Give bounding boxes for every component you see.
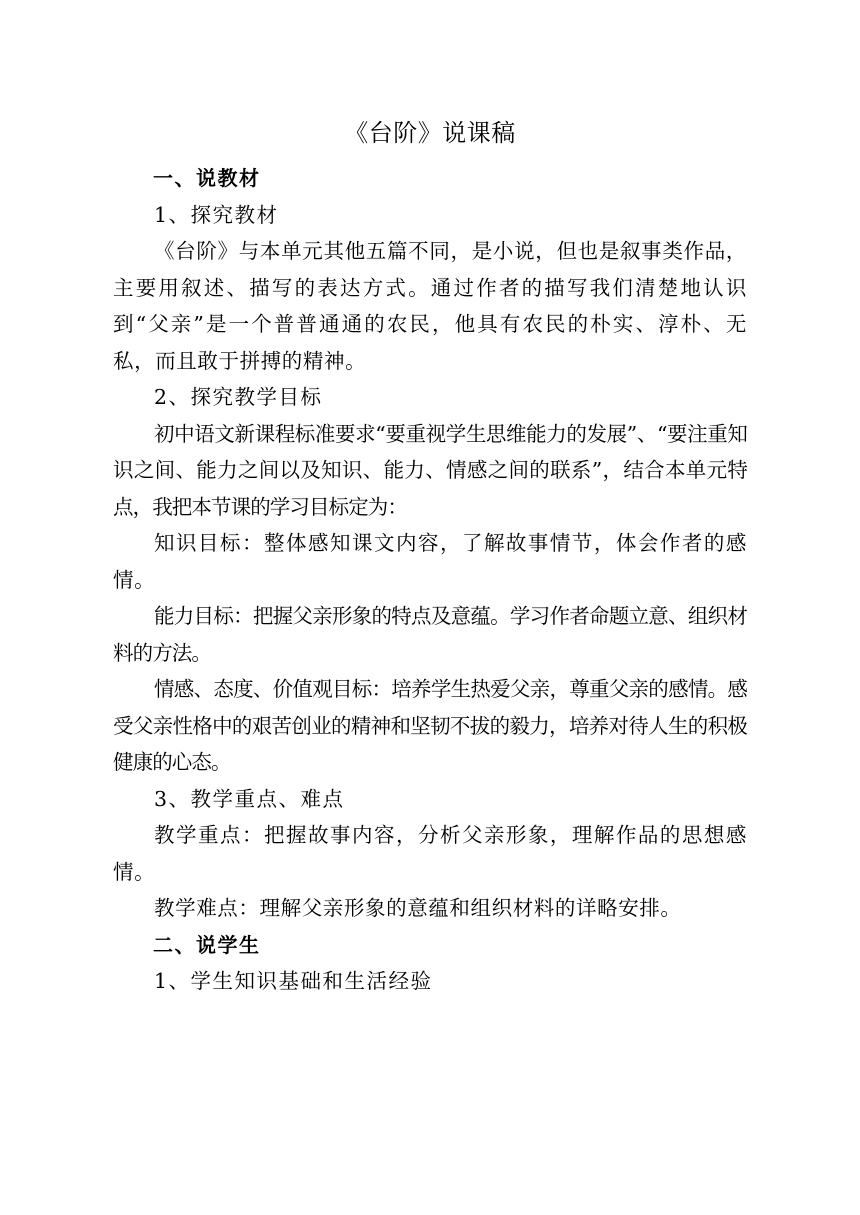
paragraph-knowledge-goal: 知识目标：整体感知课文内容，了解故事情节，体会作者的感情。 bbox=[113, 531, 747, 592]
subheading-teaching-goals: 2、探究教学目标 bbox=[154, 385, 323, 409]
subheading-explore-textbook: 1、探究教材 bbox=[154, 202, 279, 227]
subheading-student-background: 1、学生知识基础和生活经验 bbox=[154, 969, 433, 993]
section-heading-textbook: 一、说教材 bbox=[153, 166, 261, 190]
document-body bbox=[113, 160, 747, 1000]
paragraph-textbook-intro: 《台阶》与本单元其他五篇不同，是小说，但也是叙事类作品，主要用叙述、描写的表达方式。通过作者的描写我们清楚地认识到“父亲”是一个普普通通的农民，他具有农民的朴实、淳朴、无私，而且敢于拼搏的精神。 bbox=[113, 239, 747, 373]
paragraph-curriculum-standard: 初中语文新课程标准要求“要重视学生思维能力的发展”、“要注重知识之间、能力之间以及知识、能力、情感之间的联系”，结合本单元特点，我把本节课的学习目标定为： bbox=[113, 421, 747, 519]
paragraph-ability-goal: 能力目标：把握父亲形象的特点及意蕴。学习作者命题立意、组织材料的方法。 bbox=[113, 604, 747, 665]
paragraph-emotion-goal: 情感、态度、价值观目标：培养学生热爱父亲，尊重父亲的感情。感受父亲性格中的艰苦创业的精神和坚韧不拔的毅力，培养对待人生的积极健康的心态。 bbox=[113, 677, 747, 774]
paragraph-teaching-difficulty: 教学难点：理解父亲形象的意蕴和组织材料的详略安排。 bbox=[154, 896, 682, 920]
paragraph-teaching-focus: 教学重点：把握故事内容，分析父亲形象，理解作品的思想感情。 bbox=[113, 823, 747, 884]
document-title: 《台阶》说课稿 bbox=[344, 119, 516, 147]
section-heading-students: 二、说学生 bbox=[153, 932, 261, 957]
subheading-key-points: 3、教学重点、难点 bbox=[154, 786, 345, 811]
